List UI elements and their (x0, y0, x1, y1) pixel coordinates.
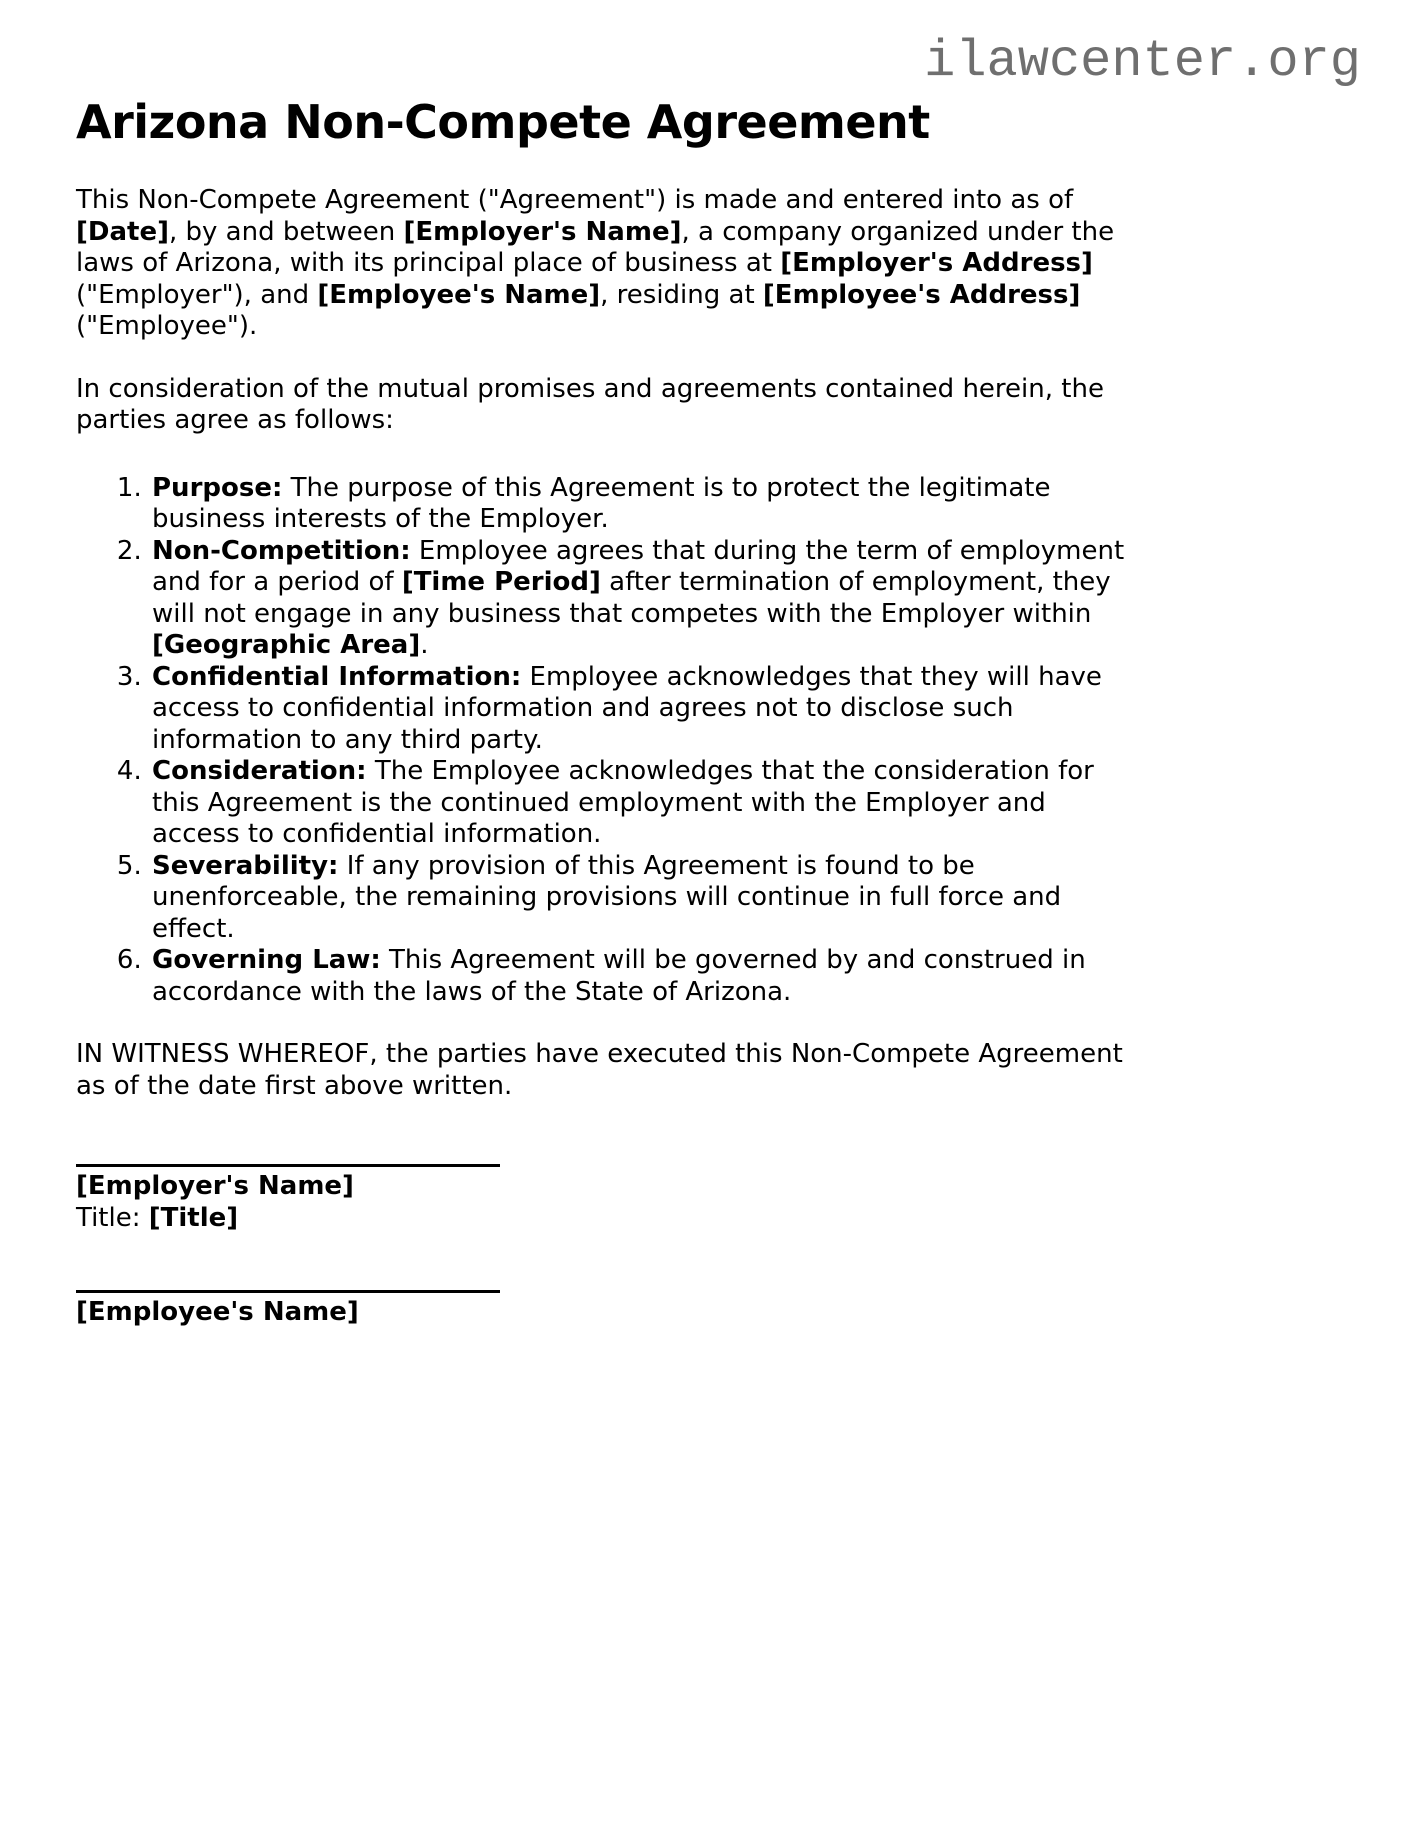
employer-title-label: Title: (76, 1202, 149, 1233)
employer-title-value: [Title] (148, 1202, 239, 1233)
witness-paragraph: IN WITNESS WHEREOF, the parties have executed this Non-Compete Agreement as of the date first above written. (76, 1039, 1123, 1101)
consideration-paragraph: In consideration of the mutual promises and agreements contained herein, the parties agree as follows: (76, 373, 1104, 435)
employee-name: [Employee's Name] (76, 1297, 359, 1327)
employer-signature-line (76, 1164, 500, 1167)
clause-item-confidential-information: 3. Confidential Information: Employee acknowledges that they will have access to confidential information and agrees not to disclose such information to any third party. (150, 662, 1138, 757)
clause-item-non-competition: 2. Non-Competition: Employee agrees that during the term of employment and for a period of [Time Period] after termination of employment, they will not engage in any business that competes with the Employer within [Geographic Area]. (150, 536, 1138, 662)
employee-signature-line (76, 1290, 500, 1293)
clause-item-severability: 5. Severability: If any provision of this Agreement is found to be unenforceable, the remaining provisions will continue in full force and effect. (150, 851, 1138, 946)
clauses-list (76, 473, 1138, 1009)
employee-signature-block (76, 1290, 1138, 1329)
clause-item-consideration: 4. Consideration: The Employee acknowledges that the consideration for this Agreement is the continued employment with the Employer and access to confidential information. (150, 756, 1138, 851)
signatures-section (76, 1164, 1138, 1329)
brand-logo: ilawcenter.org (924, 32, 1361, 91)
intro-paragraph: This Non-Compete Agreement ("Agreement") is made and entered into as of [Date], by and between [Employer's Name], a company organized under the laws of Arizona, with its principal place of business at [Employer's Address] ("Employer"), and [Employee's Name], residing at [Employee's Address] ("Employee"). (76, 185, 1115, 341)
employer-signature-block (76, 1164, 1138, 1234)
clause-item-governing-law: 6. Governing Law: This Agreement will be governed by and construed in accordance with the laws of the State of Arizona. (150, 945, 1138, 1008)
employer-name: [Employer's Name] (76, 1171, 354, 1201)
clause-item-purpose: 1. Purpose: The purpose of this Agreement is to protect the legitimate business interests of the Employer. (150, 473, 1138, 536)
page-title: Arizona Non-Compete Agreement (76, 95, 930, 149)
employer-title-line (76, 1203, 1138, 1235)
document-body (76, 185, 1138, 1329)
